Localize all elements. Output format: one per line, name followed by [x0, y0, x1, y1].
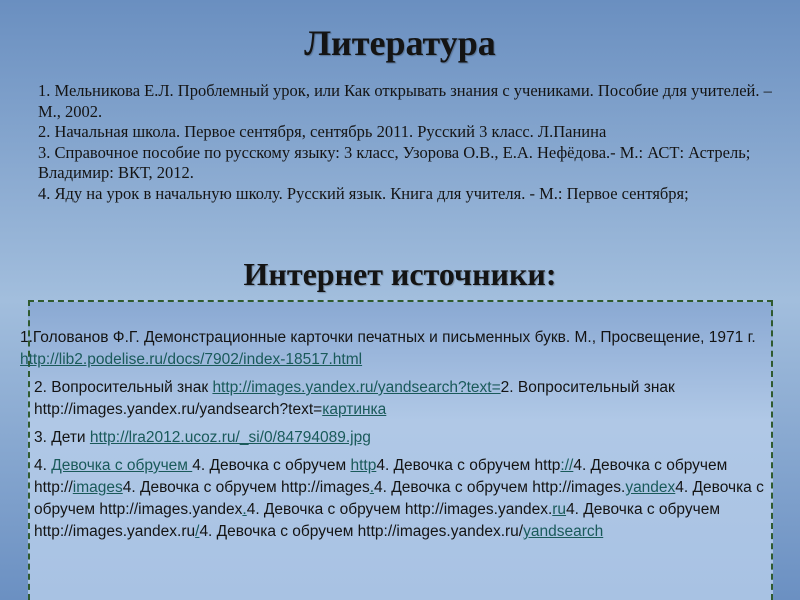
- source-text: 3. Дети: [34, 429, 90, 446]
- source-text: 4. Девочка с обручем http://images.yandex.ru: [34, 501, 720, 540]
- literature-item: 3. Справочное пособие по русскому языку: 3 класс, Узорова О.В., Е.А. Нефёдова.- М.: АСТ: Астрель; Владимир: ВКТ, 2012.: [38, 142, 751, 183]
- internet-sources-heading: Интернет источники:: [243, 256, 557, 292]
- source-text: 4. Девочка с обручем: [192, 457, 351, 474]
- source-text: 4. Девочка с обручем http://images.yandex.ru/: [199, 523, 524, 540]
- source-link[interactable]: images: [72, 479, 123, 496]
- literature-list: [38, 81, 778, 205]
- source-link[interactable]: http://lra2012.ucoz.ru/_si/0/84794089.jpg: [89, 429, 371, 446]
- source-link[interactable]: Девочка с обручем: [51, 457, 193, 474]
- source-link[interactable]: .: [369, 479, 375, 496]
- source-item: [20, 327, 780, 371]
- source-link[interactable]: картинка: [322, 401, 387, 418]
- source-text: 1.Голованов Ф.Г. Демонстрационные карточки печатных и письменных букв. М., Просвещение, 1971 г.: [20, 329, 756, 346]
- page-title: Литература: [304, 23, 496, 63]
- source-text: 4.: [34, 457, 52, 474]
- source-link[interactable]: ://: [560, 457, 574, 474]
- source-text: 4. Девочка с обручем http://images.yandex: [34, 479, 764, 518]
- source-text: 4. Девочка с обручем http://images: [122, 479, 370, 496]
- source-text: 2. Вопросительный знак: [34, 379, 213, 396]
- source-link[interactable]: http://lib2.podelise.ru/docs/7902/index-18517.html: [20, 351, 363, 368]
- source-link[interactable]: yandsearch: [523, 523, 604, 540]
- sources-list: [20, 327, 780, 600]
- source-link[interactable]: ru: [552, 501, 567, 518]
- source-text: 4. Девочка с обручем http://: [34, 457, 728, 496]
- literature-item: 2. Начальная школа. Первое сентября, сентябрь 2011. Русский 3 класс. Л.Панина: [38, 122, 607, 142]
- source-link[interactable]: http: [350, 457, 377, 474]
- source-link[interactable]: /: [195, 523, 200, 540]
- source-text: 4. Девочка с обручем http://images.: [374, 479, 626, 496]
- literature-item: 1. Мельникова Е.Л. Проблемный урок, или Как открывать знания с учениками. Пособие для учителей. – М., 2002.: [38, 81, 772, 121]
- source-link[interactable]: .: [242, 501, 247, 518]
- source-text: 4. Девочка с обручем http://images.yandex.: [246, 501, 553, 518]
- source-item: [20, 377, 780, 421]
- source-link[interactable]: yandex: [625, 479, 676, 496]
- literature-item: 4. Яду на урок в начальную школу. Русский язык. Книга для учителя. - М.: Первое сентября;: [38, 183, 689, 203]
- source-item: [20, 455, 780, 543]
- source-item: [20, 427, 780, 449]
- source-link[interactable]: http://images.yandex.ru/yandsearch?text=: [212, 379, 501, 396]
- source-text: 2. Вопросительный знак http://images.yandex.ru/yandsearch?text=: [34, 379, 675, 418]
- source-text: 4. Девочка с обручем http: [376, 457, 561, 474]
